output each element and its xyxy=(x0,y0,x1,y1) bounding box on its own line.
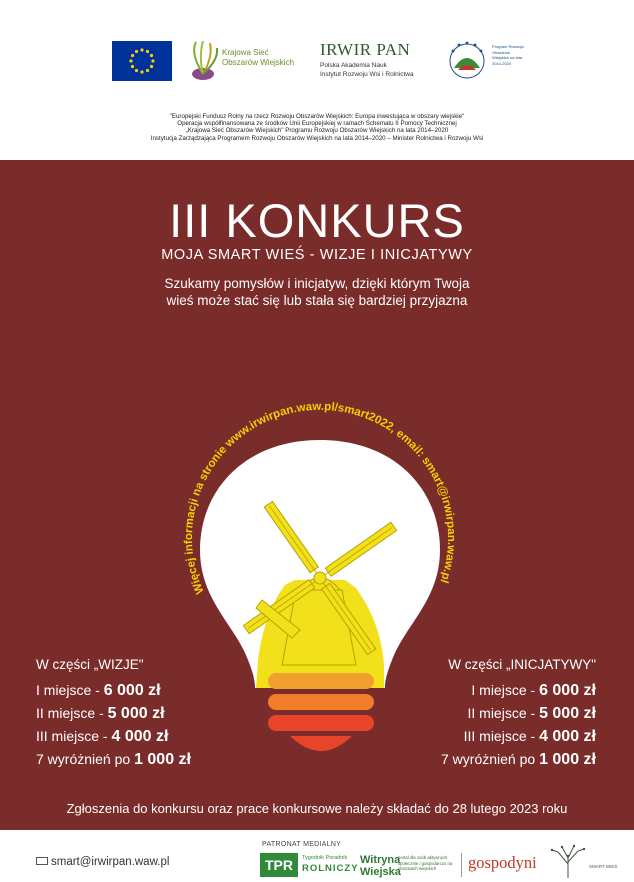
witryna-description: portal dla osób aktywnych społecznie i gospodarczo na obszarach wiejskich xyxy=(398,855,453,871)
smart-wies-tree-icon xyxy=(548,844,588,878)
smart-wies-label: SMART WIEŚ xyxy=(589,864,618,869)
prize-label: III miejsce - xyxy=(463,728,540,744)
irwir-title: IRWIR PAN xyxy=(320,40,411,59)
bulb-base-stripe-2 xyxy=(268,694,374,710)
irwir-subtitle-2: Instytut Rozwoju Wsi i Rolnictwa xyxy=(320,71,414,78)
contest-title: III KONKURS xyxy=(169,194,465,247)
prize-amount: 6 000 zł xyxy=(103,682,161,699)
email-text[interactable]: smart@irwirpan.waw.pl xyxy=(51,856,170,868)
intro-line-2: wieś może stać się lub stała się bardziej przyjazna xyxy=(166,293,468,308)
witryna-logo-line-1: Witryna xyxy=(360,854,401,866)
contest-intro xyxy=(0,275,634,309)
gospodyni-logo: gospodyni xyxy=(468,853,537,872)
prize-amount: 1 000 zł xyxy=(134,751,191,768)
prize-row xyxy=(36,679,191,702)
prize-amount: 6 000 zł xyxy=(539,682,596,699)
prize-row xyxy=(441,679,596,702)
funding-line-4: Instytucja Zarządzająca Programem Rozwoju Obszarów Wiejskich na lata 2014–2020 – Minister Rolnictwa i Rozwoju Wsi xyxy=(150,134,484,142)
partner-logos xyxy=(0,38,634,86)
funding-line-3: „Krajowa Sieć Obszarów Wiejskich" Programu Rozwoju Obszarów Wiejskich na lata 2014–2020 xyxy=(185,127,449,135)
tpr-subtitle: Tygodnik Poradnik xyxy=(302,855,348,861)
bulb-base-stripe-1 xyxy=(268,673,374,689)
prizes-wizje-heading: W części „WIZJE" xyxy=(36,657,144,672)
tpr-name: ROLNICZY xyxy=(302,863,359,874)
ksow-name: Krajowa Sieć Obszarów Wiejskich xyxy=(222,48,295,67)
funding-line-2: Operacja współfinansowana ze środków Unii Europejskiej w ramach Schematu II Pomocy Technicznej xyxy=(177,120,457,128)
ksow-tree-icon xyxy=(186,38,220,82)
witryna-logo-line-2: Wiejska xyxy=(360,866,401,878)
funding-note xyxy=(0,113,634,142)
prize-row xyxy=(36,725,191,748)
prize-row xyxy=(441,748,596,771)
header-band xyxy=(0,0,634,160)
prizes-inicjatywy xyxy=(441,655,596,771)
bulb-base-stripe-3 xyxy=(268,715,374,731)
eu-flag-logo xyxy=(112,41,172,81)
prize-row xyxy=(36,702,191,725)
prize-row xyxy=(441,702,596,725)
prize-label: 7 wyróżnień po xyxy=(36,751,135,767)
prizes-wizje xyxy=(36,655,191,771)
contact-email[interactable] xyxy=(36,856,169,868)
contest-subtitle: MOJA SMART WIEŚ - WIZJE I INICJATYWY xyxy=(161,247,473,263)
prize-label: 7 wyróżnień po xyxy=(441,751,540,767)
prize-label: III miejsce - xyxy=(36,728,112,744)
tpr-logo: TPR xyxy=(260,853,298,877)
envelope-icon xyxy=(36,857,48,865)
prizes-inicjatywy-heading: W części „INICJATYWY" xyxy=(448,657,596,672)
funding-line-1: "Europejski Fundusz Rolny na rzecz Rozwoju Obszarów Wiejskich: Europa inwestująca w obszary wiejskie" xyxy=(169,113,465,120)
poster-main xyxy=(0,160,634,830)
prize-label: II miejsce - xyxy=(467,705,540,721)
prize-label: I miejsce - xyxy=(36,682,104,698)
eu-stars-icon xyxy=(112,41,172,81)
prize-row xyxy=(441,725,596,748)
prize-amount: 5 000 zł xyxy=(539,705,596,722)
submission-deadline: Zgłoszenia do konkursu oraz prace konkursowe należy składać do 28 lutego 2023 roku xyxy=(66,801,568,816)
irwir-subtitle-1: Polska Akademia Nauk xyxy=(320,62,387,69)
media-patronage-label: PATRONAT MEDIALNY xyxy=(262,841,342,848)
prize-row xyxy=(36,748,191,771)
prow-emblem-icon xyxy=(444,38,490,84)
prize-label: II miejsce - xyxy=(36,705,108,721)
prow-logo xyxy=(444,38,524,86)
prize-amount: 5 000 zł xyxy=(107,705,165,722)
prize-amount: 4 000 zł xyxy=(539,728,596,745)
bulb-base-tip xyxy=(290,736,352,751)
divider xyxy=(461,853,462,877)
intro-line-1: Szukamy pomysłów i inicjatyw, dzięki którym Twoja xyxy=(164,276,470,291)
footer xyxy=(0,830,634,882)
prize-label: I miejsce - xyxy=(471,682,540,698)
prize-amount: 4 000 zł xyxy=(111,728,169,745)
ksow-logo xyxy=(186,38,306,86)
info-arc-textpath: Więcej informacji na stronie www.irwirpan.waw.pl/smart2022, email: smart@irwirpan.waw.pl xyxy=(182,400,458,596)
prize-amount: 1 000 zł xyxy=(539,751,596,768)
irwir-pan-logo xyxy=(320,38,430,86)
prow-text: Program Rozwoju Obszarów Wiejskich na lata 2014-2020 xyxy=(492,44,524,66)
